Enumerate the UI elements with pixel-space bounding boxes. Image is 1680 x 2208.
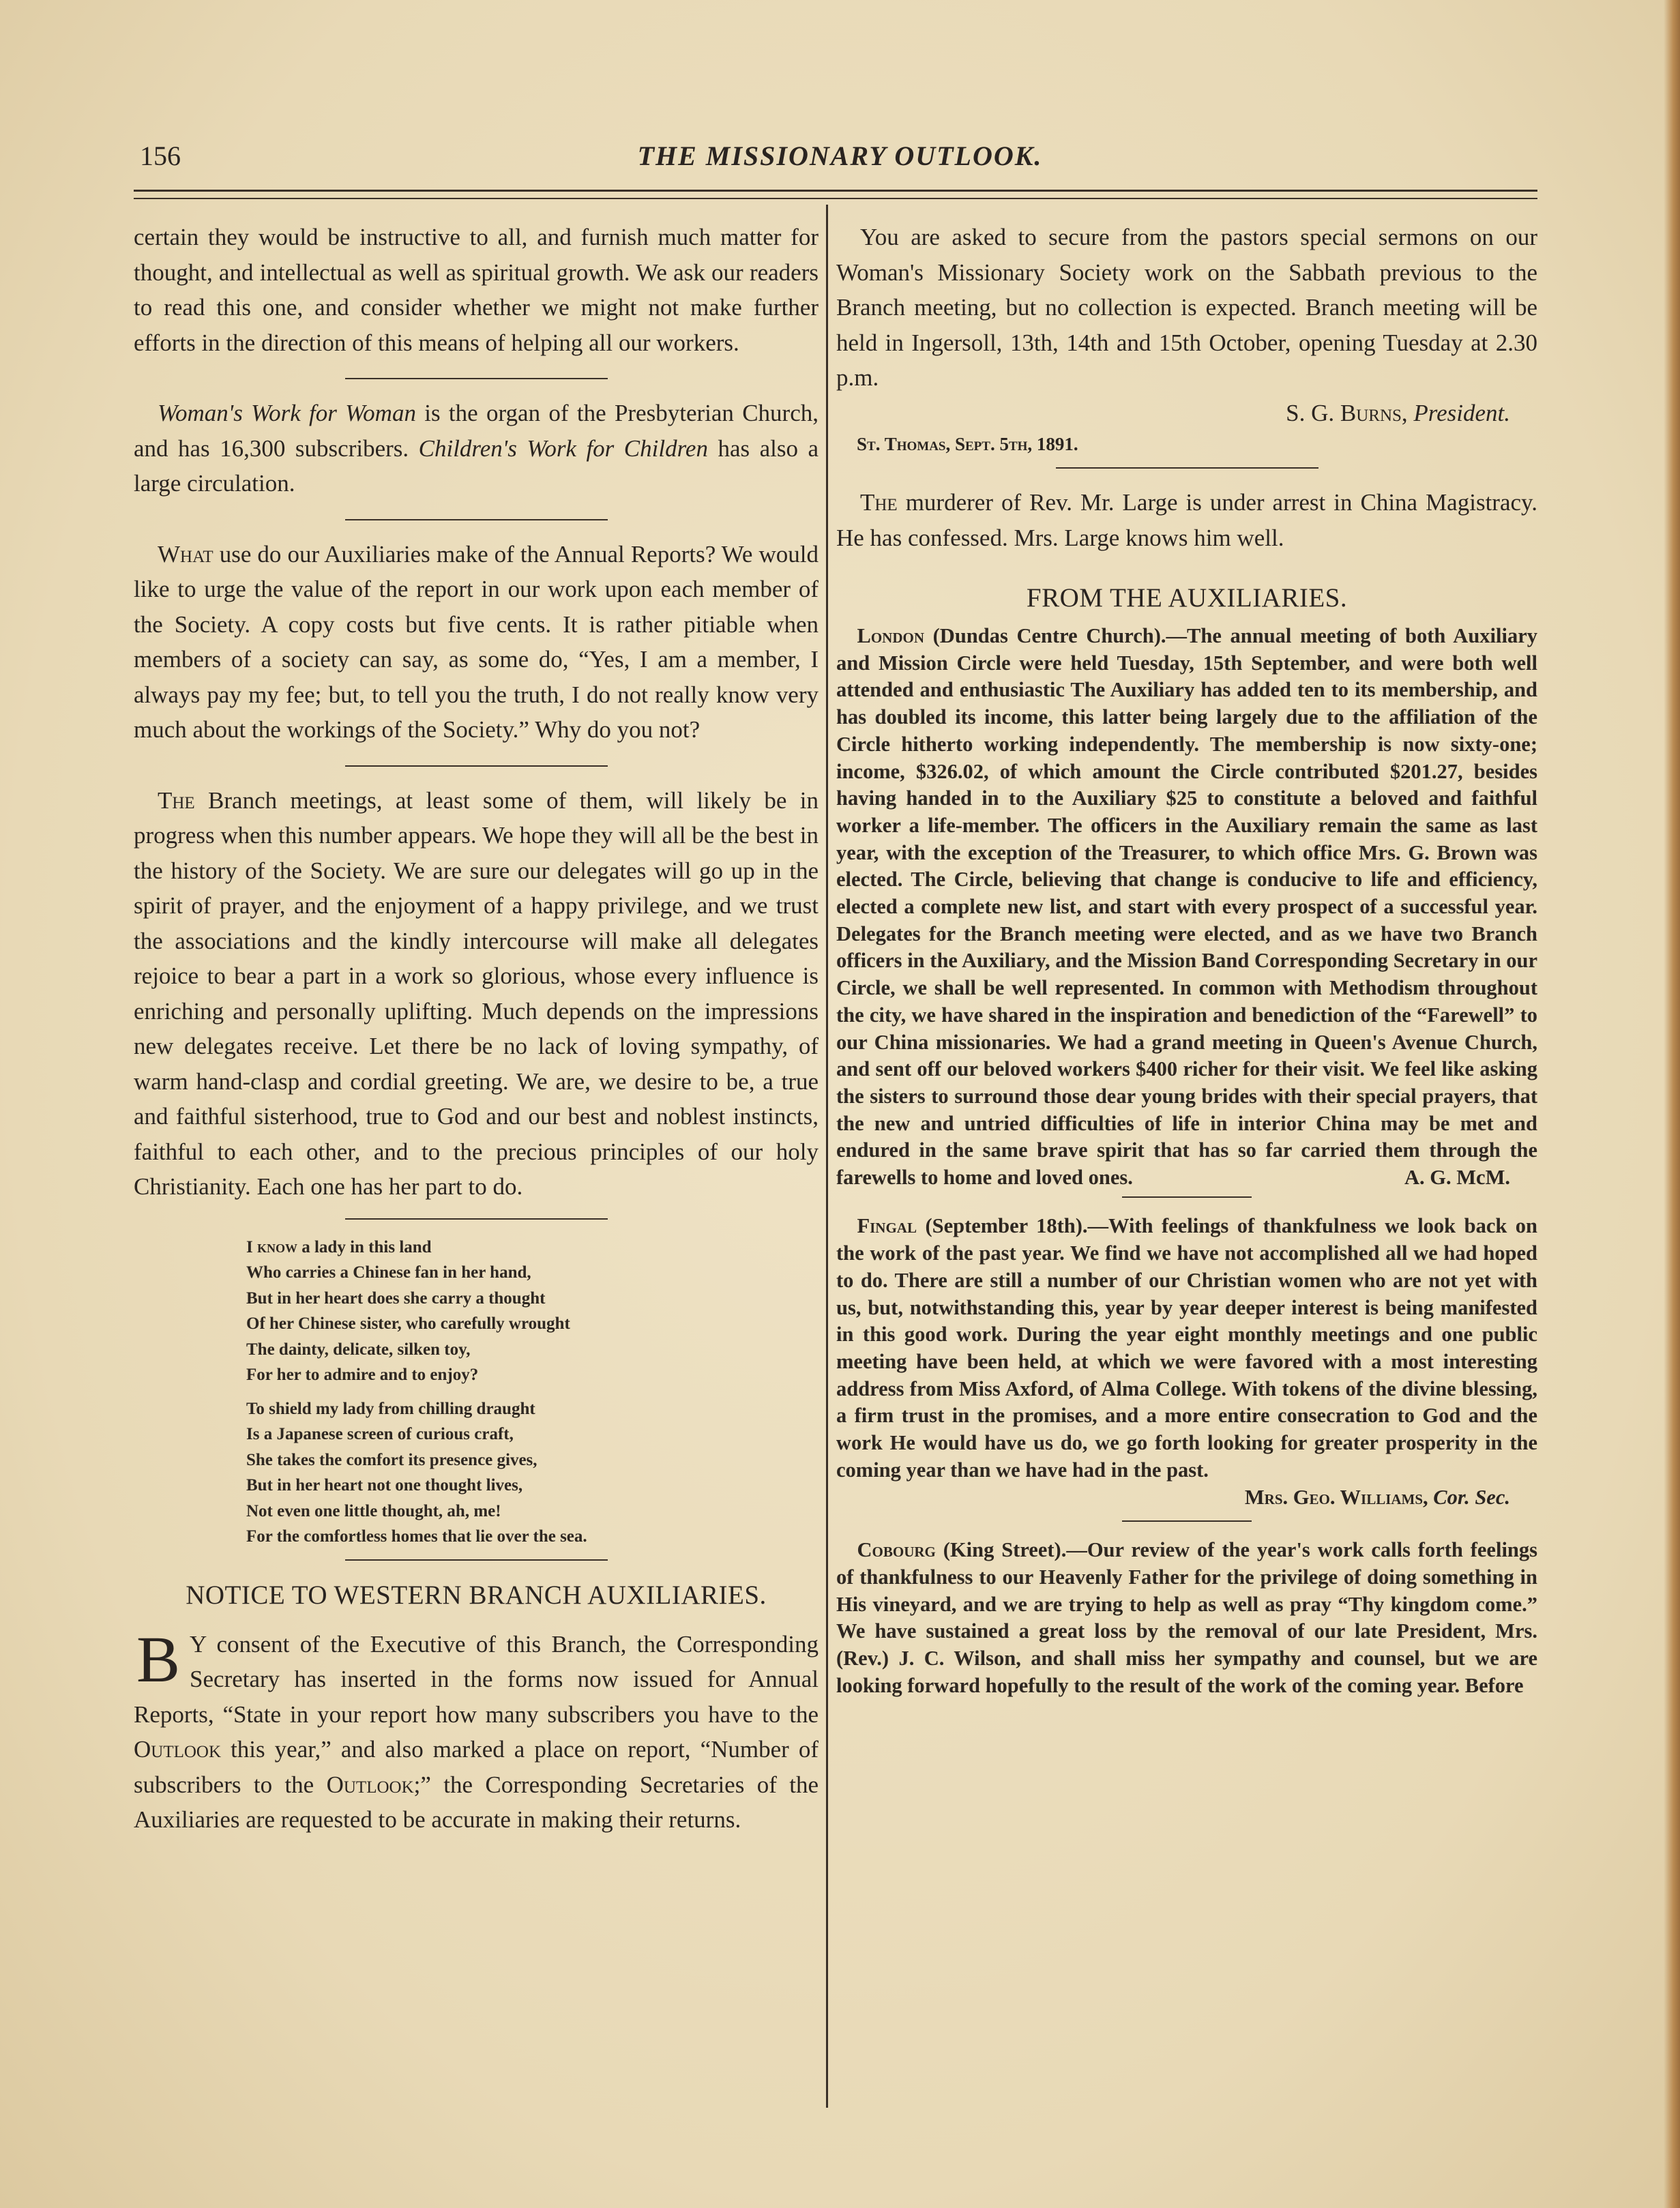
drop-cap: B	[136, 1622, 181, 1696]
separator	[345, 1559, 608, 1561]
notice-heading: NOTICE TO WESTERN BRANCH AUXILIARIES.	[186, 1580, 767, 1610]
header-rule-bottom	[134, 198, 1537, 199]
page-edge	[1664, 0, 1680, 2208]
signature: Mrs. Geo. Williams, Cor. Sec.	[1244, 1485, 1510, 1509]
paragraph-annual-reports: What use do our Auxiliaries make of the Annual Reports? We would like to urge the value of the report in our work upon each member of the Society. A copy costs but five cents. It is rather pitiable when members of a society can say, as some do, “Yes, I am a member, I always pay my fee; but, to tell you the truth, I do not really know very much about the workings of the Society.” Why do you not?	[134, 540, 819, 743]
poem-line: I know a lady in this land	[246, 1237, 432, 1256]
separator	[345, 378, 608, 379]
poem-line: For the comfortless homes that lie over the sea.	[246, 1527, 587, 1546]
poem	[246, 1235, 819, 1550]
paragraph-branch-meetings: The Branch meetings, at least some of them, will likely be in progress when this number appears. We hope they will all be the best in the history of the Society. We are sure our delegates will go up in the spirit of prayer, and the enjoyment of a happy privilege, and we trust the associations and the kindly intercourse will make all delegates rejoice to bear a part in a work so glorious, whose every influence is enriching and personally uplifting. Much depends on the impressions new delegates receive. Let there be no lack of loving sympathy, of warm hand-clasp and cordial greeting. We are, we desire to be, a true and faithful sisterhood, true to God and our best and noblest instincts, faithful to each other, and to the precious principles of our holy Christianity. Each one has her part to do.	[134, 786, 819, 1200]
publication-title: Children's Work for Children	[418, 435, 708, 462]
report-cobourg: Cobourg (King Street).—Our review of the year's work calls forth feelings of thankfulness to our Heavenly Father for the privilege of doing something in His vineyard, and we are trying to help as well as pray “Thy kingdom come.” We have sustained a great loss by the removal of our late President, Mrs. (Rev.) J. C. Wilson, and shall miss her sympathy and counsel, but we are looking forward hopefully to the result of the work of the coming year. Before	[836, 1538, 1537, 1697]
separator	[1056, 467, 1318, 469]
poem-line: She takes the comfort its presence gives,	[246, 1450, 537, 1469]
poem-line: Of her Chinese sister, who carefully wrought	[246, 1314, 570, 1333]
poem-line: But in her heart not one thought lives,	[246, 1476, 523, 1495]
separator	[1122, 1520, 1252, 1522]
separator	[345, 1218, 608, 1220]
poem-line: Who carries a Chinese fan in her hand,	[246, 1263, 531, 1282]
poem-line: The dainty, delicate, silken toy,	[246, 1340, 471, 1359]
poem-line: But in her heart does she carry a thought	[246, 1289, 546, 1308]
paragraph-sermons: You are asked to secure from the pastors special sermons on our Woman's Missionary Society work on the Sabbath previous to the Branch meeting, but no collection is expected. Branch meeting will be held in Ingersoll, 13th, 14th and 15th October, opening Tuesday at 2.30 p.m.	[836, 224, 1537, 391]
paragraph-notice: B Y consent of the Executive of this Branch, the Corresponding Secretary has inserted in the forms now issued for Annual Reports, “State in your report how many subscribers you have to the Outlook this year,” and also marked a place on report, “Number of subscribers to the Outlook;” the Corresponding Secretaries of the Auxiliaries are requested to be accurate in making their returns.	[134, 1622, 819, 1833]
header-rule-top	[134, 190, 1537, 192]
page-number: 156	[140, 141, 181, 171]
poem-line: For her to admire and to enjoy?	[246, 1366, 479, 1384]
page-header	[0, 140, 1680, 181]
separator	[345, 765, 608, 767]
paragraph-womans-work: Woman's Work for Woman is the organ of the Presbyterian Church, and has 16,300 subscribers. Children's Work for Children has also a large circulation.	[134, 400, 819, 497]
column-divider	[826, 205, 828, 2108]
separator	[345, 519, 608, 520]
running-title: THE MISSIONARY OUTLOOK.	[637, 141, 1043, 171]
right-column	[836, 220, 1537, 2116]
poem-stanza	[246, 1235, 819, 1388]
report-london: London (Dundas Centre Church).—The annual meeting of both Auxiliary and Mission Circle were held Tuesday, 15th September, and were both well attended and enthusiastic The Auxiliary has added ten to its membership, and has doubled its income, this latter being largely due to the affiliation of the Circle hitherto working independently. The membership is now sixty-one; income, $326.02, of which amount the Circle contributed $201.27, besides having handed in to the Auxiliary $25 to constitute a beloved and faithful worker a life-member. The officers in the Auxiliary remain the same as last year, with the exception of the Treasurer, to which office Mrs. G. Brown was elected. The Circle, believing that change is conducive to life and efficiency, elected a complete new list, and start with every prospect of a successful year. Delegates for the Branch meeting were elected, and as we have two Branch officers in the Auxiliary, and the Mission Band Corresponding Secretary in our Circle, we shall be well represented. In common with Methodism throughout the city, we have shared in the inspiration and benediction of the “Farewell” to our China missionaries. We had a grand meeting in Queen's Avenue Church, and sent off our beloved workers $400 richer for their visit. We feel like asking the sisters to surround those dear young brides with their special prayers, that the new and untried difficulties of life in interior China may be met and endured in the same brave spirit that has so far carried them through the farewells to home and loved ones.	[836, 624, 1537, 1190]
left-column	[134, 220, 819, 2116]
separator	[1122, 1196, 1252, 1198]
poem-line: To shield my lady from chilling draught	[246, 1399, 535, 1418]
dateline: St. Thomas, Sept. 5th, 1891.	[857, 434, 1078, 454]
paragraph-intro: certain they would be instructive to all, and furnish much matter for thought, and intellectual as well as spiritual growth. We ask our readers to read this one, and consider whether we might not make further efforts in the direction of this means of helping all our workers.	[134, 224, 819, 356]
signature: S. G. Burns, President.	[1286, 399, 1510, 426]
paragraph-murderer: The murderer of Rev. Mr. Large is under arrest in China Magistracy. He has confessed. Mrs. Large knows him well.	[836, 489, 1537, 551]
auxiliaries-heading: FROM THE AUXILIARIES.	[1026, 583, 1348, 613]
poem-stanza	[246, 1396, 819, 1550]
report-fingal: Fingal (September 18th).—With feelings of thankfulness we look back on the work of the past year. We find we have not accomplished all we had hoped to do. There are still a number of our Christian women who are not yet with us, but, notwithstanding this, year by year deeper interest is being manifested in this good work. During the year eight monthly meetings and one public meeting have been held, at which we were favored with a most interesting address from Miss Axford, of Alma College. With tokens of the divine blessing, a firm trust in the promises, and a more entire consecration to God and the work He would have us do, we go forth looking for greater prosperity in the coming year than we have had in the past.	[836, 1214, 1537, 1482]
poem-line: Is a Japanese screen of curious craft,	[246, 1425, 514, 1443]
poem-line: Not even one little thought, ah, me!	[246, 1501, 501, 1520]
publication-title: Woman's Work for Woman	[158, 400, 416, 426]
signature: A. G. McM.	[1404, 1165, 1510, 1189]
